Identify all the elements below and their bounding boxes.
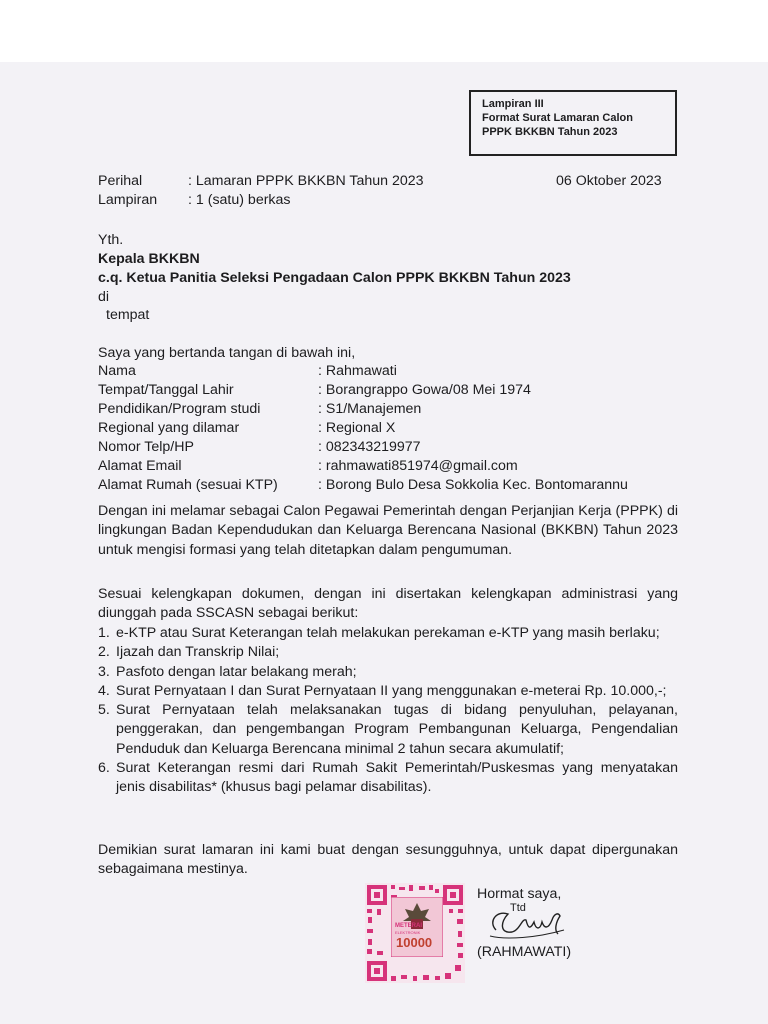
application-paragraph: Dengan ini melamar sebagai Calon Pegawai Pemerintah dengan Perjanjian Kerja (PPPK) di lingkungan Badan Kependudukan dan Keluarga Berencana Nasional (BKKBN) Tahun 2023 untuk mengisi formasi yang telah ditetapkan dalam pengumuman. (98, 503, 678, 558)
intro-text: Saya yang bertanda tangan di bawah ini, (98, 345, 356, 361)
field-value: : Rahmawati (318, 363, 397, 379)
stamp-value: 10000 (396, 935, 433, 950)
documents-list (98, 624, 678, 798)
lampiran-label: Lampiran (98, 192, 158, 208)
field-label: Alamat Email (98, 458, 182, 474)
lampiran-value: : 1 (satu) berkas (188, 192, 291, 208)
attachment-box (469, 90, 677, 156)
stamp-sublabel: ELEKTRONIK (395, 930, 421, 935)
list-item (98, 624, 678, 643)
recipient-place: tempat (106, 307, 150, 323)
field-value: : Regional X (318, 420, 396, 436)
list-number: 3. (98, 663, 110, 680)
field-label: Pendidikan/Program studi (98, 401, 261, 417)
list-item (98, 759, 678, 798)
list-text: Surat Pernyataan I dan Surat Pernyataan II yang menggunakan e-meterai Rp. 10.000,-; (116, 682, 667, 699)
field-label: Tempat/Tanggal Lahir (98, 382, 234, 398)
recipient-di: di (98, 289, 110, 305)
list-number: 2. (98, 644, 110, 661)
recipient-cq: c.q. Ketua Panitia Seleksi Pengadaan Calon PPPK BKKBN Tahun 2023 (98, 270, 571, 286)
field-value: : Borong Bulo Desa Sokkolia Kec. Bontomarannu (318, 477, 628, 493)
field-label: Nomor Telp/HP (98, 439, 194, 455)
letter-date: 06 Oktober 2023 (556, 173, 662, 189)
signature-ttd: Ttd (510, 902, 526, 914)
list-item (98, 701, 678, 759)
perihal-value: : Lamaran PPPK BKKBN Tahun 2023 (188, 173, 424, 189)
list-number: 5. (98, 702, 110, 719)
field-label: Regional yang dilamar (98, 420, 240, 436)
attachment-line-3: PPPK BKKBN Tahun 2023 (482, 126, 618, 138)
list-text: Ijazah dan Transkrip Nilai; (116, 644, 280, 661)
recipient-yth: Yth. (98, 232, 124, 248)
attachment-line-2: Format Surat Lamaran Calon (482, 112, 633, 124)
field-value: : rahmawati851974@gmail.com (318, 458, 518, 474)
list-text: Surat Keterangan resmi dari Rumah Sakit Pemerintah/Puskesmas yang menyatakan jenis disabilitas* (khusus bagi pelamar disabilitas). (116, 760, 678, 796)
field-value: : S1/Manajemen (318, 401, 422, 417)
attachment-line-1: Lampiran III (482, 98, 544, 110)
list-number: 6. (98, 760, 110, 777)
list-item (98, 682, 678, 701)
handwritten-signature (486, 900, 566, 948)
list-text: e-KTP atau Surat Keterangan telah melakukan perekaman e-KTP yang masih berlaku; (116, 625, 660, 641)
list-number: 4. (98, 682, 110, 699)
recipient-name: Kepala BKKBN (98, 251, 200, 267)
signer-name: (RAHMAWATI) (477, 944, 572, 960)
field-label: Alamat Rumah (sesuai KTP) (98, 477, 278, 493)
signature-greeting: Hormat saya, (477, 886, 562, 902)
perihal-label: Perihal (98, 173, 143, 189)
field-value: : Borangrappo Gowa/08 Mei 1974 (318, 382, 531, 398)
closing-paragraph: Demikian surat lamaran ini kami buat dengan sesungguhnya, untuk dapat dipergunakan sebagaimana mestinya. (98, 842, 678, 878)
field-label: Nama (98, 363, 136, 379)
stamp-label: METERAI (395, 923, 422, 929)
list-text: Pasfoto dengan latar belakang merah; (116, 663, 357, 680)
list-text: Surat Pernyataan telah melaksanakan tugas di bidang penyuluhan, pelayanan, penggerakan, dan pengembangan Program Pembangunan Keluarga, Pengendalian Penduduk dan Keluarga Berencana minimal 2 tahun secara akumulatif; (116, 702, 678, 757)
list-item (98, 643, 678, 662)
list-item (98, 663, 678, 682)
e-meterai-seal (365, 883, 465, 983)
field-value: : 082343219977 (318, 439, 421, 455)
list-number: 1. (98, 625, 110, 641)
documents-intro-paragraph: Sesuai kelengkapan dokumen, dengan ini disertakan kelengkapan administrasi yang diunggah pada SSCASN sebagai berikut: (98, 586, 678, 622)
